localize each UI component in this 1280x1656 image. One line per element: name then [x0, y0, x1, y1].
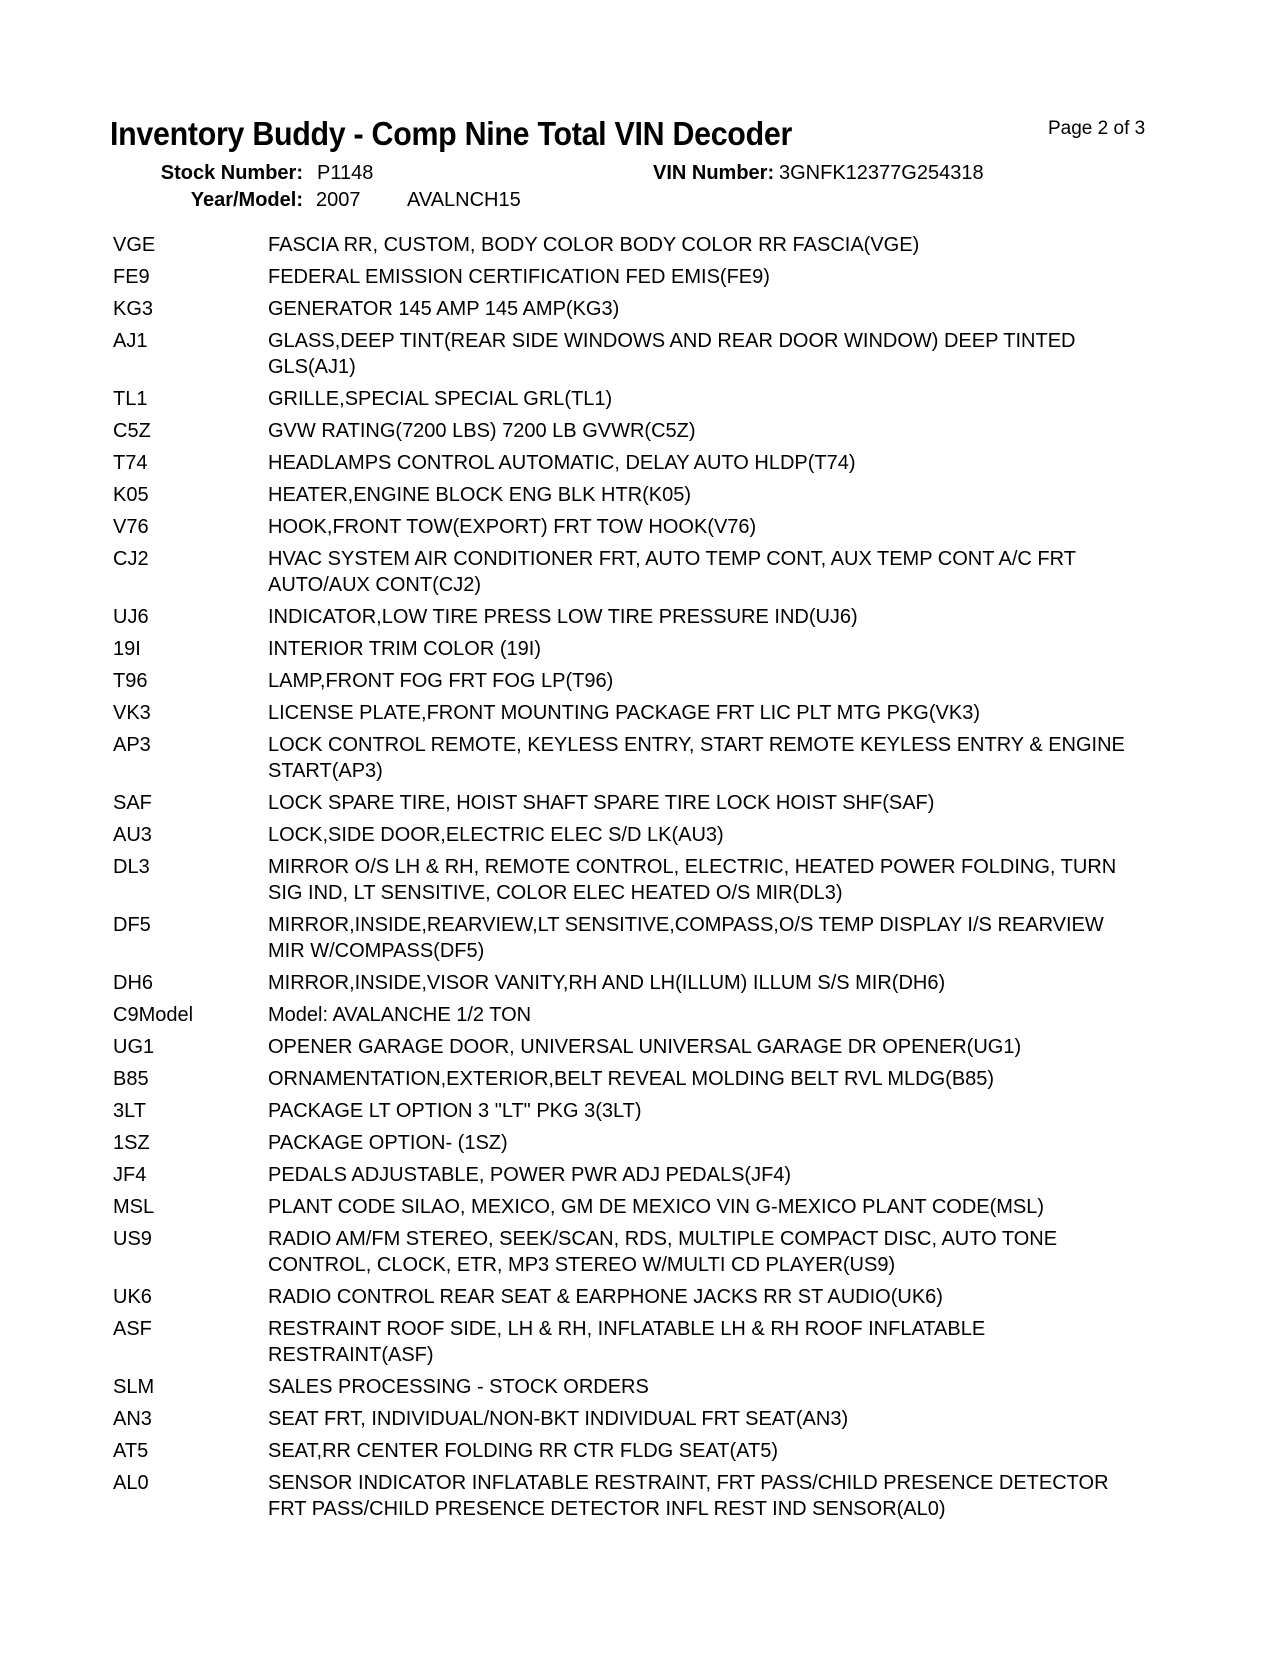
option-row [113, 1284, 1143, 1310]
option-code-list [113, 232, 1143, 1528]
option-description: SEAT,RR CENTER FOLDING RR CTR FLDG SEAT(AT5) [268, 1440, 779, 1462]
option-row [113, 970, 1143, 996]
option-row [113, 232, 1143, 258]
option-row [113, 482, 1143, 508]
option-description: SALES PROCESSING - STOCK ORDERS [268, 1376, 649, 1398]
option-row [113, 790, 1143, 816]
option-row [113, 732, 1143, 784]
option-row [113, 604, 1143, 630]
option-code: 3LT [113, 1100, 146, 1122]
option-code: ASF [113, 1318, 152, 1340]
option-code: US9 [113, 1228, 152, 1250]
option-description: OPENER GARAGE DOOR, UNIVERSAL UNIVERSAL GARAGE DR OPENER(UG1) [268, 1036, 1022, 1058]
option-row [113, 1162, 1143, 1188]
option-description: INDICATOR,LOW TIRE PRESS LOW TIRE PRESSURE IND(UJ6) [268, 606, 858, 628]
option-description: HEATER,ENGINE BLOCK ENG BLK HTR(K05) [268, 484, 692, 506]
option-code: UK6 [113, 1286, 152, 1308]
option-description: GENERATOR 145 AMP 145 AMP(KG3) [268, 298, 620, 320]
option-row [113, 264, 1143, 290]
option-code: UG1 [113, 1036, 155, 1058]
stock-number-label: Stock Number: [160, 162, 303, 184]
option-row [113, 636, 1143, 662]
option-row [113, 854, 1143, 906]
option-description: RESTRAINT ROOF SIDE, LH & RH, INFLATABLE LH & RH ROOF INFLATABLE RESTRAINT(ASF) [268, 1318, 986, 1366]
option-description: LOCK SPARE TIRE, HOIST SHAFT SPARE TIRE LOCK HOIST SHF(SAF) [268, 792, 935, 814]
option-row [113, 912, 1143, 964]
option-row [113, 1470, 1143, 1522]
option-row [113, 1374, 1143, 1400]
option-code: VK3 [113, 702, 151, 724]
option-code: 19I [113, 638, 141, 660]
option-description: PEDALS ADJUSTABLE, POWER PWR ADJ PEDALS(JF4) [268, 1164, 792, 1186]
option-code: T96 [113, 670, 148, 692]
option-row [113, 1316, 1143, 1368]
option-code: 1SZ [113, 1132, 150, 1154]
vin-number-value: 3GNFK12377G254318 [779, 162, 984, 184]
option-code: JF4 [113, 1164, 147, 1186]
option-code: AN3 [113, 1408, 152, 1430]
option-row [113, 1098, 1143, 1124]
page-number-indicator: Page 2 of 3 [1048, 118, 1146, 139]
option-description: LAMP,FRONT FOG FRT FOG LP(T96) [268, 670, 614, 692]
option-description: LICENSE PLATE,FRONT MOUNTING PACKAGE FRT LIC PLT MTG PKG(VK3) [268, 702, 980, 724]
option-code: C5Z [113, 420, 151, 442]
option-description: SENSOR INDICATOR INFLATABLE RESTRAINT, FRT PASS/CHILD PRESENCE DETECTOR FRT PASS/CHILD PRESENCE DETECTOR INFL REST IND SENSOR(AL0) [268, 1472, 1109, 1520]
option-code: AL0 [113, 1472, 149, 1494]
option-description: GVW RATING(7200 LBS) 7200 LB GVWR(C5Z) [268, 420, 696, 442]
option-description: MIRROR,INSIDE,REARVIEW,LT SENSITIVE,COMPASS,O/S TEMP DISPLAY I/S REARVIEW MIR W/COMPASS(DF5) [268, 914, 1104, 962]
option-description: INTERIOR TRIM COLOR (19I) [268, 638, 541, 660]
option-code: FE9 [113, 266, 150, 288]
option-description: HOOK,FRONT TOW(EXPORT) FRT TOW HOOK(V76) [268, 516, 757, 538]
year-value: 2007 [316, 189, 361, 211]
option-code: UJ6 [113, 606, 149, 628]
option-row [113, 386, 1143, 412]
option-description: LOCK CONTROL REMOTE, KEYLESS ENTRY, START REMOTE KEYLESS ENTRY & ENGINE START(AP3) [268, 734, 1125, 782]
year-model-label: Year/Model: [190, 189, 303, 211]
option-code: VGE [113, 234, 156, 256]
option-code: AJ1 [113, 330, 148, 352]
option-description: PLANT CODE SILAO, MEXICO, GM DE MEXICO VIN G-MEXICO PLANT CODE(MSL) [268, 1196, 1045, 1218]
option-code: KG3 [113, 298, 154, 320]
option-code: TL1 [113, 388, 148, 410]
option-row [113, 296, 1143, 322]
option-row [113, 1438, 1143, 1464]
option-description: PACKAGE OPTION- (1SZ) [268, 1132, 508, 1154]
option-description: GRILLE,SPECIAL SPECIAL GRL(TL1) [268, 388, 613, 410]
option-row [113, 1002, 1143, 1028]
option-code: SAF [113, 792, 152, 814]
option-description: GLASS,DEEP TINT(REAR SIDE WINDOWS AND REAR DOOR WINDOW) DEEP TINTED GLS(AJ1) [268, 330, 1076, 378]
option-code: DH6 [113, 972, 154, 994]
option-code: DL3 [113, 856, 150, 878]
option-code: C9Model [113, 1004, 194, 1026]
option-code: MSL [113, 1196, 155, 1218]
option-code: T74 [113, 452, 148, 474]
option-description: Model: AVALANCHE 1/2 TON [268, 1004, 532, 1026]
option-row [113, 1194, 1143, 1220]
option-description: RADIO AM/FM STEREO, SEEK/SCAN, RDS, MULTIPLE COMPACT DISC, AUTO TONE CONTROL, CLOCK, ETR, MP3 STEREO W/MULTI CD PLAYER(US9) [268, 1228, 1058, 1276]
option-row [113, 546, 1143, 598]
option-description: FEDERAL EMISSION CERTIFICATION FED EMIS(FE9) [268, 266, 770, 288]
option-description: RADIO CONTROL REAR SEAT & EARPHONE JACKS RR ST AUDIO(UK6) [268, 1286, 943, 1308]
option-row [113, 668, 1143, 694]
option-code: B85 [113, 1068, 149, 1090]
option-code: AU3 [113, 824, 152, 846]
option-code: K05 [113, 484, 149, 506]
option-description: MIRROR O/S LH & RH, REMOTE CONTROL, ELECTRIC, HEATED POWER FOLDING, TURN SIG IND, LT SENSITIVE, COLOR ELEC HEATED O/S MIR(DL3) [268, 856, 1117, 904]
option-code: AT5 [113, 1440, 149, 1462]
option-code: DF5 [113, 914, 151, 936]
option-description: MIRROR,INSIDE,VISOR VANITY,RH AND LH(ILLUM) ILLUM S/S MIR(DH6) [268, 972, 946, 994]
model-value: AVALNCH15 [407, 189, 521, 211]
page-title: Inventory Buddy - Comp Nine Total VIN Decoder [110, 115, 792, 152]
option-row [113, 1034, 1143, 1060]
option-code: SLM [113, 1376, 155, 1398]
stock-number-value: P1148 [317, 162, 374, 184]
option-code: V76 [113, 516, 149, 538]
option-row [113, 1226, 1143, 1278]
option-description: HVAC SYSTEM AIR CONDITIONER FRT, AUTO TEMP CONT, AUX TEMP CONT A/C FRT AUTO/AUX CONT(CJ2) [268, 548, 1076, 596]
option-description: HEADLAMPS CONTROL AUTOMATIC, DELAY AUTO HLDP(T74) [268, 452, 856, 474]
option-row [113, 822, 1143, 848]
option-row [113, 514, 1143, 540]
option-row [113, 328, 1143, 380]
option-description: PACKAGE LT OPTION 3 "LT" PKG 3(3LT) [268, 1100, 642, 1122]
vin-number-label: VIN Number: [653, 162, 775, 184]
option-row [113, 450, 1143, 476]
option-row [113, 1406, 1143, 1432]
option-description: LOCK,SIDE DOOR,ELECTRIC ELEC S/D LK(AU3) [268, 824, 724, 846]
option-description: SEAT FRT, INDIVIDUAL/NON-BKT INDIVIDUAL FRT SEAT(AN3) [268, 1408, 849, 1430]
option-row [113, 700, 1143, 726]
option-row [113, 1066, 1143, 1092]
option-description: ORNAMENTATION,EXTERIOR,BELT REVEAL MOLDING BELT RVL MLDG(B85) [268, 1068, 995, 1090]
option-code: AP3 [113, 734, 151, 756]
option-row [113, 418, 1143, 444]
option-code: CJ2 [113, 548, 149, 570]
option-description: FASCIA RR, CUSTOM, BODY COLOR BODY COLOR RR FASCIA(VGE) [268, 234, 920, 256]
option-row [113, 1130, 1143, 1156]
